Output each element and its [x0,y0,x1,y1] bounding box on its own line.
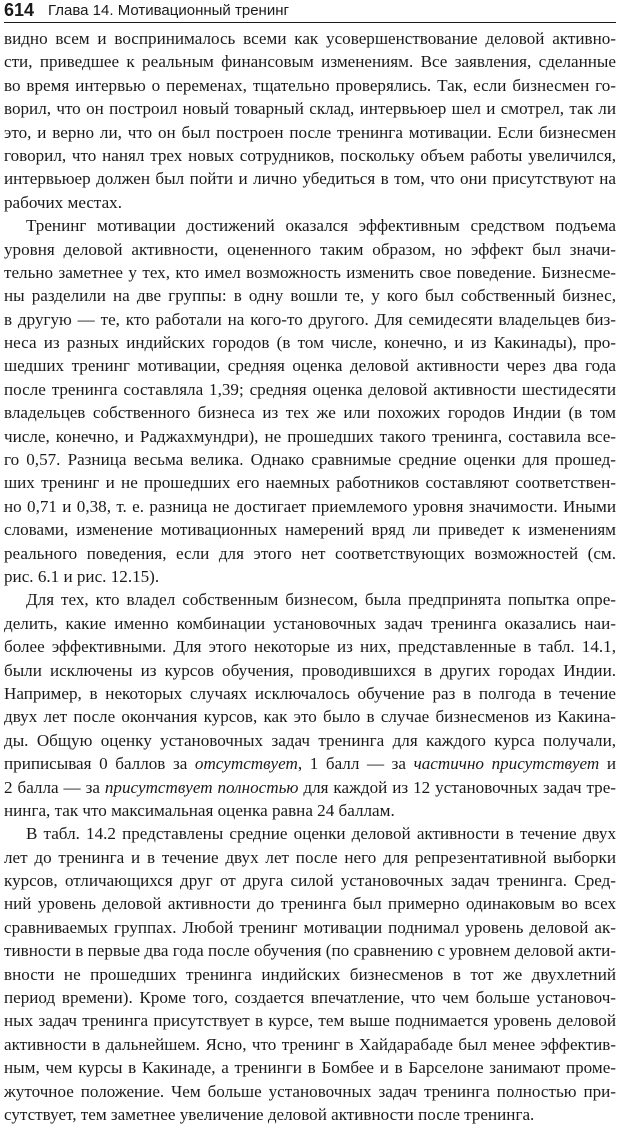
text-line [4,588,616,611]
text-segment: уровня деловой активности, оцененного таким образом, но эффект был значи- [4,239,616,259]
text-segment: говорил, что нанял трех новых сотрудников, поскольку объем работы увеличился, [4,145,616,165]
text-line [4,495,616,518]
text-line [4,74,616,97]
text-segment: сутствует, тем заметнее увеличение деловой активности после тренинга. [4,1104,535,1124]
text-line [4,776,616,799]
text-line [4,518,616,541]
text-segment: двух лет после окончания курсов, как это было в случае бизнесменов из Какина- [4,707,616,727]
text-segment: Тренинг мотивации достижений оказался эффективным средством подъема [26,216,616,236]
paragraph [4,588,616,822]
text-line [4,612,616,635]
text-segment: курсов, отличающихся друг от друга силой установочных задач тренинга. Сред- [4,871,616,891]
text-segment: интервьюер должен был пойти и лично убедиться в том, что они присутствуют на [4,169,616,189]
text-line [4,378,616,401]
emphasis-text: частично присутствует [413,754,600,774]
text-segment: период времени). Кроме того, создается впечатление, что чем больше установоч- [4,988,616,1008]
text-line [4,121,616,144]
text-line [4,1033,616,1056]
text-segment: ших тренинг и не прошедших его наемных работников составляют соответствен- [4,473,616,493]
text-segment: словами, изменение мотивационных намерений вряд ли приведет к изменениям [4,520,616,540]
text-segment: приписывая 0 баллов за [4,754,195,774]
text-line [4,471,616,494]
text-line [4,191,616,214]
paragraph [4,822,616,1126]
text-segment: тивности в первые два года после обучения (по сравнению с уровнем деловой акти- [4,941,616,961]
text-line [4,401,616,424]
text-segment: после тренинга составляла 1,39; средняя оценка деловой активности шестидесяти [4,379,616,399]
text-segment: числе, конечно, и Раджахмундри), не прошедших такого тренинга, составила все- [4,426,616,446]
text-line [4,869,616,892]
text-segment: в другую — те, кто работали на кого-то другого. Для семидесяти владельцев биз- [4,309,616,329]
text-line [4,542,616,565]
text-line [4,1103,616,1126]
emphasis-text: присутствует полностью [104,777,299,797]
text-line [4,331,616,354]
text-segment: владельцев собственного бизнеса из тех же или похожих городов Индии (в том [4,403,616,423]
text-segment: Для тех, кто владел собственным бизнесом, была предпринята попытка опре- [26,590,616,610]
text-line [4,846,616,869]
paragraph [4,27,616,214]
text-line [4,752,616,775]
text-segment: были исключены из курсов обучения, проводившихся в других городах Индии. [4,660,616,680]
text-line [4,939,616,962]
text-line [4,1056,616,1079]
text-segment: и [599,754,617,774]
text-line [4,308,616,331]
text-line [4,1080,616,1103]
text-line [4,144,616,167]
text-segment: Например, в некоторых случаях исключалось обучение раз в полгода в течение [4,683,616,703]
text-segment: ний уровень деловой активности до тренинга был примерно одинаковым во всех [4,894,616,914]
text-segment: но 0,71 и 0,38, т. е. разница не достигает приемлемого уровня значимости. Иными [4,496,616,516]
text-line [4,1009,616,1032]
text-line [4,97,616,120]
text-segment: 2 балла — за [4,777,105,797]
text-segment: ны разделили на две группы: в одну вошли те, у кого был собственный бизнес, [4,286,616,306]
text-segment: ных задач тренинга присутствует в курсе, тем выше поднимается уровень деловой [4,1011,616,1031]
text-segment: активности в дальнейшем. Ясно, что тренинг в Хайдарабаде был менее эффектив- [4,1034,616,1054]
text-segment: лет до тренинга и в течение двух лет после него для репрезентативной выборки [4,847,616,867]
text-segment: ды. Общую оценку установочных задач тренинга для каждого курса получали, [4,730,616,750]
text-segment: В табл. 14.2 представлены средние оценки деловой активности в течение двух [26,824,616,844]
text-line [4,284,616,307]
emphasis-text: отсутствует [194,754,298,774]
text-segment: жуточное положение. Чем больше установочных задач тренинга полностью при- [4,1081,616,1101]
text-line [4,50,616,73]
text-segment: во время интервью о переменах, тщательно проверялись. Так, если бизнесмен го- [4,75,616,95]
text-segment: делить, какие именно комбинации установочных задач тренинга оказались наи- [4,613,616,633]
text-line [4,682,616,705]
page-number: 614 [4,0,35,20]
text-segment: видно всем и воспринималось всеми как усовершенствование деловой активно- [4,29,616,48]
text-line [4,635,616,658]
text-segment: сти, приведшее к реальным финансовым изменениям. Все заявления, сделанные [4,52,616,72]
text-line [4,238,616,261]
text-line [4,214,616,237]
text-line [4,822,616,845]
text-segment: , 1 балл — за [297,754,414,774]
text-line [4,261,616,284]
text-line [4,27,616,50]
text-line [4,892,616,915]
text-line [4,963,616,986]
text-segment: рис. 6.1 и рис. 12.15). [4,566,160,586]
text-segment: реального поведения, если для этого нет соответствующих возможностей (см. [4,543,616,563]
text-segment: вности не прошедших тренинга индийских бизнесменов в тот же двухлетний [4,964,616,984]
text-line [4,705,616,728]
text-line [4,167,616,190]
body-text [4,27,616,1126]
text-line [4,986,616,1009]
text-line [4,729,616,752]
text-segment: ным, чем курсы в Какинаде, а тренинги в Бомбее и в Барселоне занимают проме- [4,1058,616,1078]
text-line [4,425,616,448]
text-segment: ворил, что он построил новый товарный склад, интервьюер шел и смотрел, так ли [4,99,616,119]
text-line [4,659,616,682]
text-segment: тельно заметнее у тех, кто имел возможность изменить свое поведение. Бизнесме- [4,262,616,282]
text-line [4,448,616,471]
paragraph [4,214,616,588]
text-line [4,916,616,939]
text-segment: это, и верно ли, что он был построен после тренинга мотивации. Если бизнесмен [4,122,616,142]
text-segment: неса из разных индийских городов (в том числе, конечно, и из Какинады), про- [4,333,616,353]
chapter-title: Глава 14. Мотивационный тренинг [48,2,289,19]
text-segment: для каждой из 12 установочных задач тре- [298,777,616,797]
text-line [4,565,616,588]
text-segment: более эффективными. Для этого некоторые из них, представленные в табл. 14.1, [4,637,616,657]
text-segment: го 0,57. Разница весьма велика. Однако сравнимые средние оценки для прошед- [4,450,616,470]
page-header [4,0,616,23]
text-segment: сравниваемых группах. Любой тренинг мотивации поднимал уровень деловой ак- [4,917,616,937]
text-line [4,799,616,822]
text-segment: нинга, так что максимальная оценка равна 24 баллам. [4,800,395,820]
text-segment: шедших тренинг мотивации, средняя оценка деловой активности через два года [4,356,616,376]
text-segment: рабочих местах. [4,192,123,212]
text-line [4,354,616,377]
